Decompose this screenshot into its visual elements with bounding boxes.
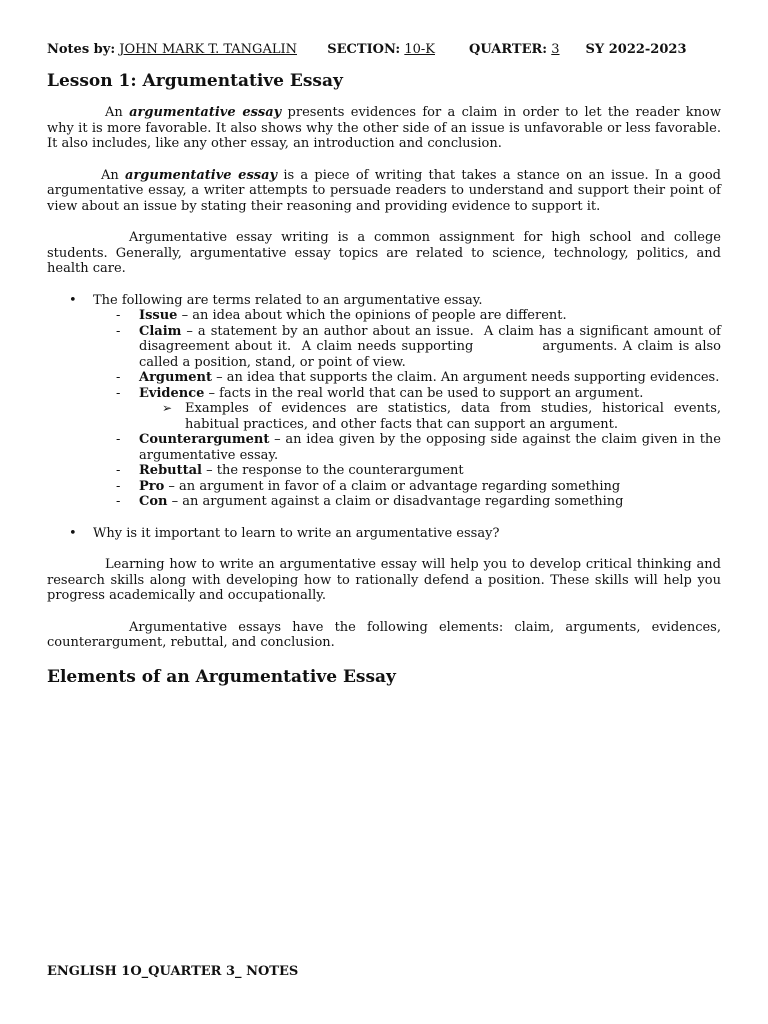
- paragraph-1-pre: An: [105, 105, 130, 120]
- term-name: Claim: [139, 323, 182, 339]
- evidence-example-text: Examples of evidences are statistics, data from studies, historical events, habitual practices, and other facts that can support an argument.: [185, 401, 721, 432]
- term-definition: – the response to the counterargument: [202, 463, 464, 478]
- term-name: Argument: [139, 370, 212, 385]
- dash-icon: -: [116, 370, 121, 385]
- bullet-why-text: Why is it important to learn to write an argumentative essay?: [93, 525, 500, 541]
- evidence-sublist: [139, 401, 721, 432]
- dash-icon: -: [116, 463, 121, 478]
- term-name: Counterargument: [139, 432, 270, 447]
- dash-icon: -: [116, 432, 121, 447]
- dash-icon: -: [116, 308, 121, 323]
- document-page: [47, 42, 726, 687]
- paragraph-5: Argumentative essays have the following elements: claim, arguments, evidences, counterargument, rebuttal, and conclusion.: [47, 619, 721, 650]
- term-item-issue: [93, 308, 721, 324]
- dash-icon: -: [116, 478, 121, 494]
- term-item-evidence: [93, 386, 721, 433]
- lesson-title: Lesson 1: Argumentative Essay: [47, 71, 343, 91]
- section-label: SECTION:: [327, 42, 401, 57]
- dash-icon: -: [116, 494, 121, 509]
- term-name: Rebuttal: [139, 463, 202, 478]
- page-footer: ENGLISH 1O_QUARTER 3_ NOTES: [47, 964, 299, 979]
- dash-icon: -: [116, 323, 121, 339]
- paragraph-2-pre: An: [101, 167, 126, 183]
- notes-by-value: JOHN MARK T. TANGALIN: [119, 42, 297, 57]
- quarter-value: 3: [551, 42, 560, 57]
- term-item-argument: [93, 370, 721, 386]
- term-definition: – an argument in favor of a claim or advantage regarding something: [164, 478, 621, 494]
- bullet-terms-text: The following are terms related to an argumentative essay.: [93, 292, 483, 308]
- term-name: Pro: [139, 478, 165, 494]
- term-item-counterargument: [93, 432, 721, 463]
- notes-header: [47, 42, 721, 57]
- dash-icon: -: [116, 385, 121, 401]
- bullet-why-important: [47, 526, 721, 542]
- term-definition: – an idea that supports the claim. An argument needs supporting evidences.: [211, 370, 720, 385]
- paragraph-3: Argumentative essay writing is a common assignment for high school and college students. Generally, argumentative essay topics are related to science, technology, politics, and health care.: [47, 230, 721, 276]
- bullet-terms-intro: [47, 292, 726, 510]
- terms-list: [93, 308, 726, 510]
- arrow-bullet-icon: ➢: [162, 401, 173, 415]
- term-definition: – a statement by an author about an issue. A claim has a significant amount of disagreement about it. A claim needs supporting arguments. A claim is also called a position, stand, or point of view.: [139, 323, 726, 370]
- paragraph-1-term: argumentative essay: [129, 105, 282, 120]
- term-name: Evidence: [139, 385, 205, 401]
- paragraph-4: Learning how to write an argumentative essay will help you to develop critical thinking and research skills along with developing how to rationally defend a position. These skills will help you progress academically and occupationally.: [47, 557, 721, 603]
- list-spacer: [47, 510, 721, 526]
- paragraph-1-post: presents evidences for a claim in order to let the reader know why it is more favorable. It also shows why the other side of an issue is unfavorable or less favorable. It also includes, like any other essay, an introduction and conclusion.: [47, 105, 721, 151]
- elements-heading: Elements of an Argumentative Essay: [47, 666, 396, 687]
- paragraph-1: [47, 105, 721, 152]
- term-name: Issue: [139, 308, 178, 323]
- bullet-icon: •: [69, 292, 77, 308]
- section-value: 10-K: [404, 42, 435, 57]
- bullet-icon: •: [69, 525, 77, 541]
- evidence-example: [139, 401, 721, 432]
- term-definition: – an argument against a claim or disadvantage regarding something: [167, 494, 624, 509]
- term-item-rebuttal: [93, 463, 721, 479]
- paragraph-2-term: argumentative essay: [125, 167, 278, 183]
- notes-by-label: Notes by:: [47, 42, 116, 57]
- paragraph-2-post: is a piece of writing that takes a stance on an issue. In a good argumentative essay, a writer attempts to persuade readers to understand and support their point of view about an issue by stating their reasoning and providing evidence to support it.: [47, 167, 721, 214]
- term-item-pro: [93, 479, 721, 495]
- term-definition: – an idea about which the opinions of people are different.: [177, 308, 567, 323]
- terms-bullet-list: [47, 292, 726, 542]
- quarter-label: QUARTER:: [469, 42, 548, 57]
- term-name: Con: [139, 494, 168, 509]
- term-item-con: [93, 494, 721, 510]
- paragraph-2: [47, 168, 721, 215]
- term-item-claim: [93, 323, 726, 371]
- term-definition: – an idea given by the opposing side against the claim given in the argumentative essay.: [139, 432, 721, 463]
- school-year: SY 2022-2023: [585, 42, 687, 57]
- term-definition: – facts in the real world that can be used to support an argument.: [204, 385, 644, 401]
